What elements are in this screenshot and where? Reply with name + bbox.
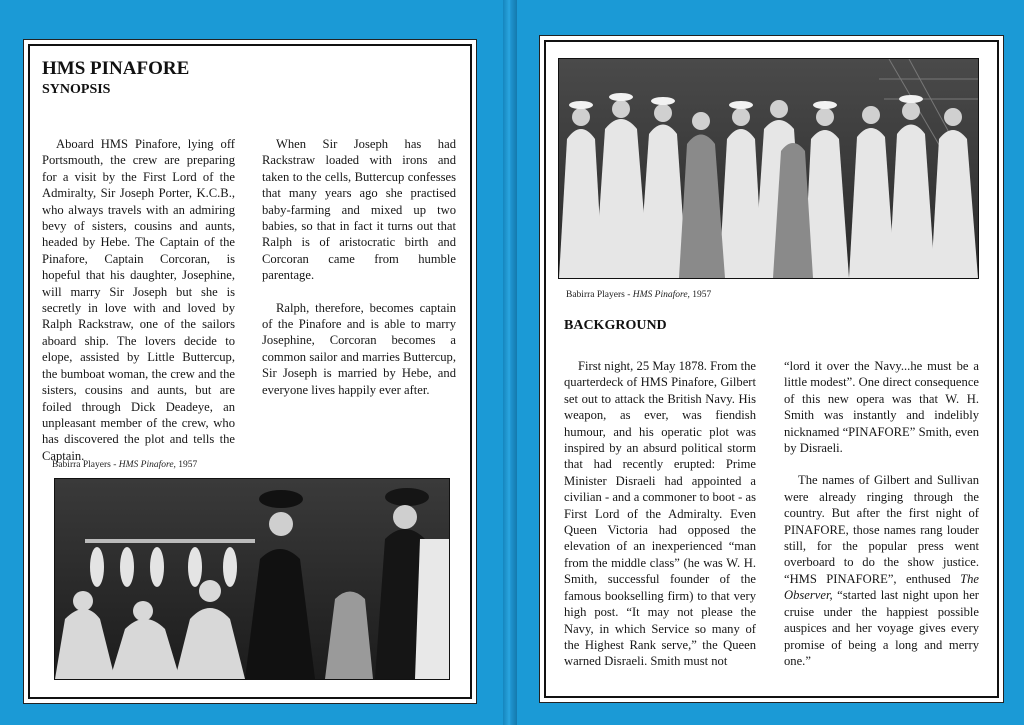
stage-photo-chorus — [558, 58, 979, 279]
synopsis-paragraph: Aboard HMS Pinafore, lying off Portsmouth, the crew are preparing for a visit by the First Lord of the Admiralty, Sir Joseph Porter, K.C.B., who always travels with an admiring bevy of sisters, cousins and aunts, headed by Hebe. The Captain of the Pinafore, Captain Corcoran, is hopeful that his daughter, Josephine, will marry Sir Joseph but she is secretly in love with and loved by Ralph Rackstraw, one of the sailors aboard ship. The lovers decide to elope, assisted by Little Buttercup, the bumboat woman, the crew and the sisters, cousins and aunts, but are foiled through Dick Deadeye, an unpleasant member of the crew, who has discovered the plot and tells the Captain. — [42, 137, 235, 463]
background-paragraph: “lord it over the Navy...he must be a little modest”. One direct consequence of this new opera was that W. H. Smith was instantly and indelibly nicknamed “PINAFORE” Smith, even by Disraeli. — [784, 359, 979, 456]
background-column-2 — [784, 358, 979, 669]
book-spine — [503, 0, 517, 725]
synopsis-paragraph: Ralph, therefore, becomes captain of the Pinafore and is able to marry Josephine, Corcoran becomes a common sailor and marries Buttercup, Sir Joseph is married by Hebe, and everyone lives happily ever after. — [262, 300, 456, 397]
synopsis-column-1 — [42, 136, 235, 464]
page-title: HMS PINAFORE — [42, 58, 190, 79]
background-column-1 — [564, 358, 756, 670]
synopsis-column-2 — [262, 136, 456, 398]
background-paragraph: The names of Gilbert and Sullivan were already ringing through the country. But after the first night of PINAFORE, those names rang louder still, for the popular press went overboard to do the show justice. “HMS PINAFORE”, enthused The Observer, “started last night upon her cruise under the happiest possible auspices and her voyage gives every promise of being a long and merry one.” — [784, 473, 979, 668]
right-page — [544, 40, 999, 698]
left-page — [28, 44, 472, 699]
synopsis-subtitle: SYNOPSIS — [42, 82, 111, 97]
background-paragraph: First night, 25 May 1878. From the quarterdeck of HMS Pinafore, Gilbert set out to attack the British Navy. His weapon, as ever, was fiendish humour, and his operatic plot was inspired by an absurd political storm that had recently erupted: Prime Minister Disraeli had appointed a civilian - and a commoner to boot - as First Lord of the Admiralty. Even Queen Victoria had opposed the elevation of an inexperienced “man from the middle class” (he was W. H. Smith, successful founder of the famous bookselling firm) to that very high post. “It may not please the Navy, in which Service so many of the Highest Rank serve,” the Queen warned Disraeli. Smith must not — [564, 359, 756, 669]
stage-photo-cast-officers — [54, 478, 450, 680]
photo-caption: Babirra Players - HMS Pinafore, 1957 — [566, 290, 712, 300]
photo-caption: Babirra Players - HMS Pinafore, 1957 — [52, 460, 198, 470]
synopsis-paragraph: When Sir Joseph has had Rackstraw loaded with irons and taken to the cells, Buttercup confesses that many years ago she practised baby-farming and mixed up two babies, so that in fact it turns out that Ralph is of aristocratic birth and Corcoran came from humble parentage. — [262, 137, 456, 283]
background-heading: BACKGROUND — [564, 318, 667, 333]
